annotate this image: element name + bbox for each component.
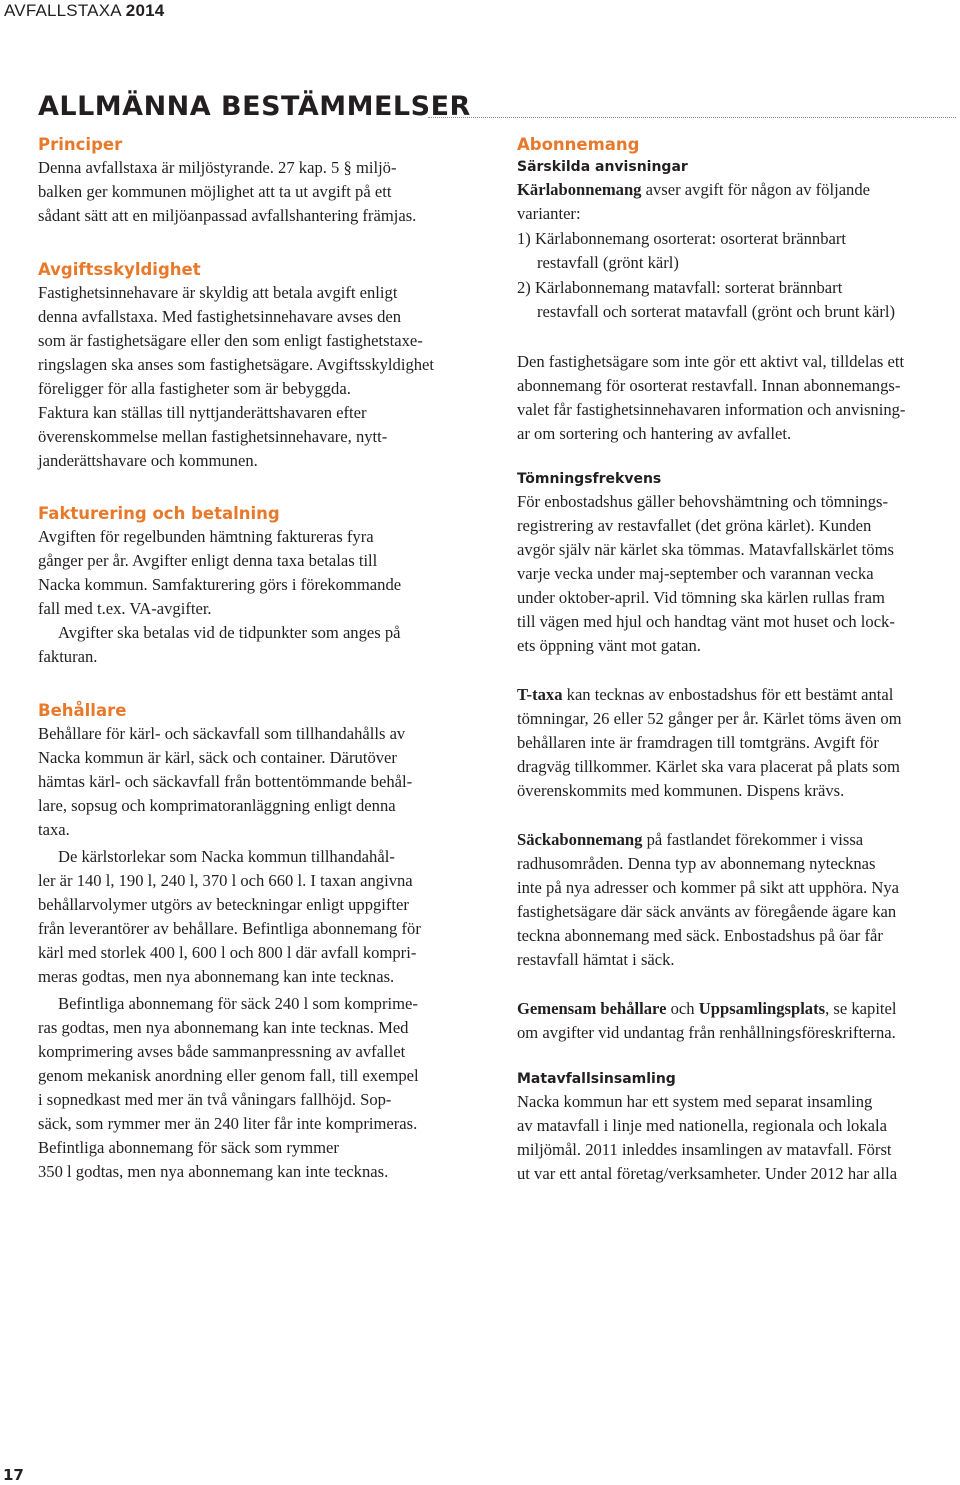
heading-sarskilda-anvisningar: Särskilda anvisningar [517,159,688,175]
text-line: från leverantörer av behållare. Befintliga abonnemang för [38,919,421,938]
text-line: ut var ett antal företag/verksamheter. Under 2012 har alla [517,1164,898,1183]
text-line [517,684,893,706]
text-span: kan tecknas av enbostadshus för ett bestämt antal [562,685,894,704]
text-line: överenskommits med kommunen. Dispens krävs. [517,781,845,800]
text-line: meras godtas, men nya abonnemang kan inte tecknas. [38,967,395,986]
header-text: AVFALLSTAXA [4,1,121,20]
text-span: , se kapitel [825,999,897,1018]
heading-principer: Principer [38,135,123,154]
text-line: i sopnedkast med mer än två våningars fallhöjd. Sop- [38,1090,392,1109]
text-line: Befintliga abonnemang för säck 240 l som komprime- [58,994,418,1013]
text-line: kärl med storlek 400 l, 600 l och 800 l där avfall kompri- [38,943,417,962]
text-line [517,179,870,201]
text-line: som är fastighetsägare eller den som enligt fastighetstaxe- [38,331,423,350]
text-line: ler är 140 l, 190 l, 240 l, 370 l och 660 l. I taxan angivna [38,871,413,890]
term-karlabonnemang: Kärlabonnemang [517,180,642,199]
text-line: överenskommelse mellan fastighetsinnehavare, nytt- [38,427,388,446]
text-line: Den fastighetsägare som inte gör ett aktivt val, tilldelas ett [517,352,905,371]
heading-behallare: Behållare [38,701,127,720]
title-dotted-rule [428,117,956,118]
text-line: För enbostadshus gäller behovshämtning och tömnings- [517,492,889,511]
text-line: ar om sortering och hantering av avfallet. [517,424,792,443]
text-line: balken ger kommunen möjlighet att ta ut avgift på ett [38,182,392,201]
text-span: och [666,999,699,1018]
text-line [517,829,863,851]
text-line: behållarvolymer utgörs av beteckningar enligt uppgifter [38,895,409,914]
heading-matavfallsinsamling: Matavfallsinsamling [517,1071,676,1087]
text-line: fall med t.ex. VA-avgifter. [38,599,212,618]
list-number: 2) [517,278,531,297]
list-item [517,228,846,250]
text-line: Denna avfallstaxa är miljöstyrande. 27 kap. 5 § miljö- [38,158,397,177]
heading-abonnemang: Abonnemang [517,135,640,154]
text-line: restavfall hämtat i säck. [517,950,675,969]
text-line: till vägen med hjul och handtag vänt mot huset och lock- [517,612,895,631]
text-line: gånger per år. Avgifter enligt denna taxa betalas till [38,551,378,570]
text-line: sådant sätt att en miljöanpassad avfallshantering främjas. [38,206,417,225]
text-line: Behållare för kärl- och säckavfall som tillhandahålls av [38,724,406,743]
text-line: hämtas kärl- och säckavfall från bottentömmande behål- [38,772,413,791]
text-line: janderättshavare och kommunen. [38,451,258,470]
text-line: denna avfallstaxa. Med fastighetsinnehavare avses den [38,307,402,326]
list-item [517,277,842,299]
list-number: 1) [517,229,531,248]
text-line: miljömål. 2011 inleddes insamlingen av matavfall. Först [517,1140,892,1159]
text-line: fakturan. [38,647,98,666]
running-header [4,1,164,21]
list-item-continuation: restavfall och sorterat matavfall (grönt och brunt kärl) [537,302,896,321]
term-t-taxa: T-taxa [517,685,563,704]
text-line: registrering av restavfallet (det gröna kärlet). Kunden [517,516,872,535]
text-line: föreligger för alla fastigheter som är bebyggda. [38,379,351,398]
text-line: avgör själv när kärlet ska tömmas. Matavfallskärlet töms [517,540,894,559]
text-line: tömningar, 26 eller 52 gånger per år. Kärlet töms även om [517,709,902,728]
page-number: 17 [3,1466,24,1484]
list-text: Kärlabonnemang osorterat: osorterat brännbart [534,229,846,248]
heading-avgiftsskyldighet: Avgiftsskyldighet [38,260,201,279]
text-line: lare, sopsug och komprimatoranläggning enligt denna [38,796,396,815]
text-span: avser avgift för någon av följande [641,180,871,199]
text-span: på fastlandet förekommer i vissa [642,830,864,849]
text-line [517,998,897,1020]
term-sackabonnemang: Säckabonnemang [517,830,643,849]
text-line: valet får fastighetsinnehavaren information och anvisning- [517,400,906,419]
text-line: om avgifter vid undantag från renhållningsföreskrifterna. [517,1023,896,1042]
list-text: Kärlabonnemang matavfall: sorterat brännbart [534,278,843,297]
text-line: fastighetsägare där säck använts av föregående ägare kan [517,902,897,921]
text-line: Fastighetsinnehavare är skyldig att betala avgift enligt [38,283,398,302]
text-line: genom mekanisk anordning eller genom fall, till exempel [38,1066,419,1085]
text-line: ringslagen ska anses som fastighetsägare. Avgiftsskyldighet [38,355,435,374]
term-gemensam-behallare: Gemensam behållare [517,999,667,1018]
text-line: säck, som rymmer mer än 240 liter får inte komprimeras. [38,1114,418,1133]
text-line: 350 l godtas, men nya abonnemang kan inte tecknas. [38,1162,389,1181]
text-line: ras godtas, men nya abonnemang kan inte tecknas. Med [38,1018,409,1037]
text-line: varianter: [517,204,581,223]
heading-tomningsfrekvens: Tömningsfrekvens [517,471,662,487]
text-line: abonnemang för osorterat restavfall. Innan abonnemangs- [517,376,901,395]
text-line: behållaren inte är framdragen till tomtgräns. Avgift för [517,733,879,752]
text-line: De kärlstorlekar som Nacka kommun tillhandahål- [58,847,395,866]
text-line: komprimering avses både sammanpressning av avfallet [38,1042,406,1061]
text-line: Nacka kommun är kärl, säck och container. Därutöver [38,748,397,767]
term-uppsamlingsplats: Uppsamlingsplats [698,999,826,1018]
text-line: dragväg tillkommer. Kärlet ska vara placerat på plats som [517,757,900,776]
page-title: ALLMÄNNA BESTÄMMELSER [38,91,471,122]
text-line: Faktura kan ställas till nyttjanderättshavaren efter [38,403,367,422]
text-line: taxa. [38,820,70,839]
text-line: Avgifter ska betalas vid de tidpunkter som anges på [58,623,401,642]
text-line: Befintliga abonnemang för säck som rymmer [38,1138,339,1157]
text-line: Nacka kommun. Samfakturering görs i förekommande [38,575,402,594]
heading-fakturering: Fakturering och betalning [38,504,280,523]
list-item-continuation: restavfall (grönt kärl) [537,253,679,272]
header-year: 2014 [125,1,165,20]
text-line: inte på nya adresser och kommer på sikt att upphöra. Nya [517,878,899,897]
text-line: teckna abonnemang med säck. Enbostadshus på öar får [517,926,883,945]
text-line: radhusområden. Denna typ av abonnemang nytecknas [517,854,876,873]
text-line: av matavfall i linje med nationella, regionala och lokala [517,1116,887,1135]
text-line: varje vecka under maj-september och varannan vecka [517,564,874,583]
text-line: under oktober-april. Vid tömning ska kärlen rullas fram [517,588,885,607]
text-line: ets öppning vänt mot gatan. [517,636,701,655]
text-line: Nacka kommun har ett system med separat insamling [517,1092,873,1111]
text-line: Avgiften för regelbunden hämtning faktureras fyra [38,527,374,546]
